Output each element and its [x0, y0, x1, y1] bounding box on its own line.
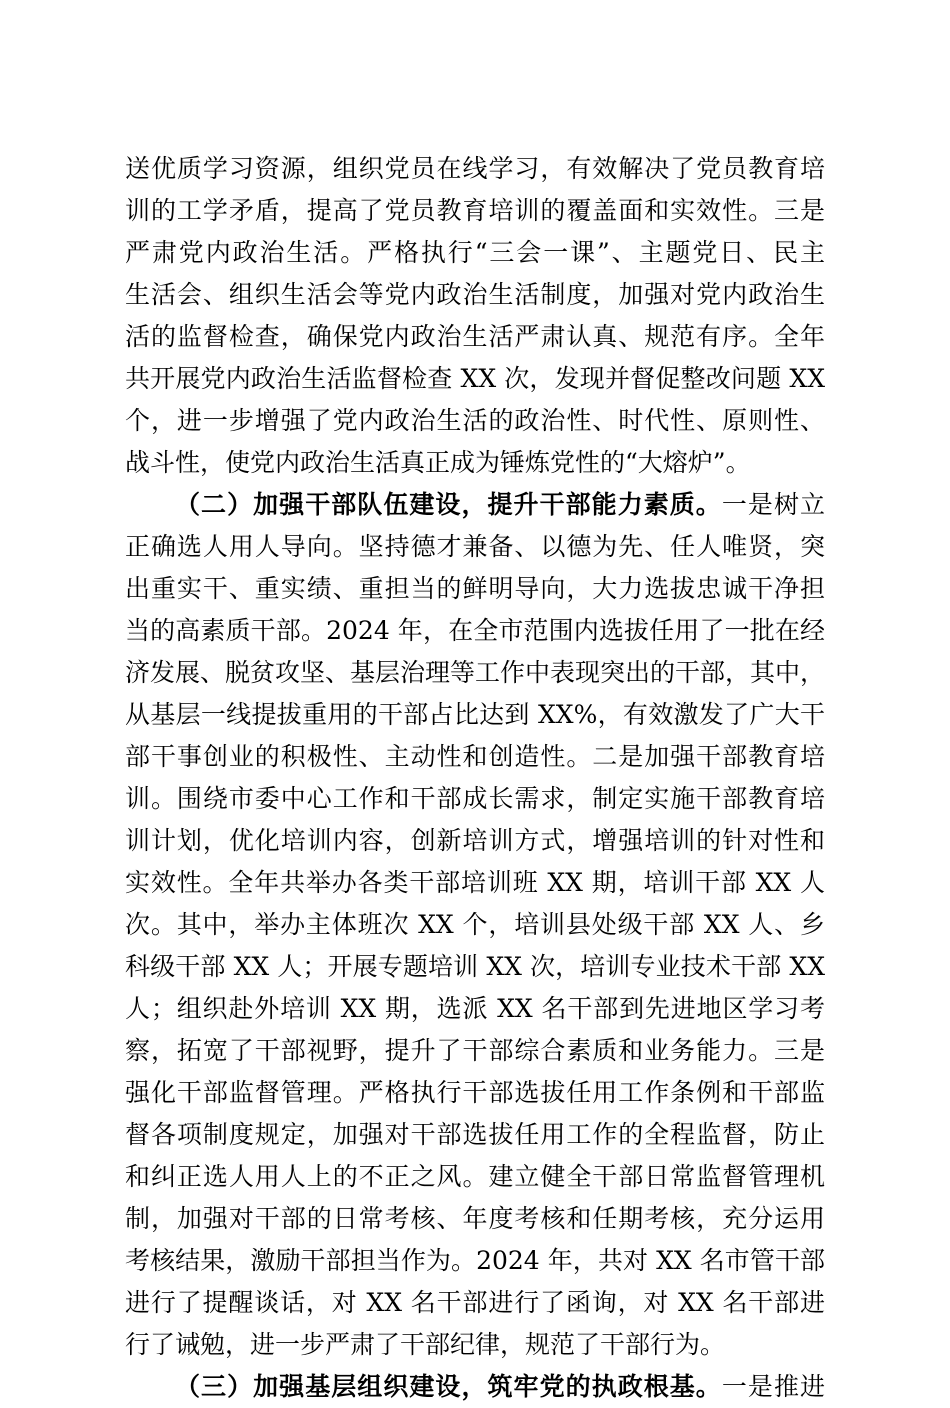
text-line: 次。其中，举办主体班次 XX 个，培训县处级干部 XX 人、乡 — [125, 910, 825, 939]
text-line: 行了诫勉，进一步严肃了干部纪律，规范了干部行为。 — [125, 1330, 726, 1359]
text-line: 进行了提醒谈话，对 XX 名干部进行了函询，对 XX 名干部进 — [125, 1288, 825, 1317]
text-line: 督各项制度规定，加强对干部选拔任用工作的全程监督，防止 — [125, 1120, 825, 1149]
text-line: 部干事创业的积极性、主动性和创造性。二是加强干部教育培 — [125, 742, 825, 771]
text-line: 送优质学习资源，组织党员在线学习，有效解决了党员教育培 — [125, 154, 825, 183]
text-line: 战斗性，使党内政治生活真正成为锤炼党性的“大熔炉”。 — [125, 448, 751, 477]
section-heading: （二）加强干部队伍建设，提升干部能力素质。 — [175, 490, 722, 519]
heading-continuation: 一是树立 — [721, 490, 825, 519]
text-line: 实效性。全年共举办各类干部培训班 XX 期，培训干部 XX 人 — [125, 868, 825, 897]
text-line: 人；组织赴外培训 XX 期，选派 XX 名干部到先进地区学习考 — [125, 994, 825, 1023]
text-line: 训计划，优化培训内容，创新培训方式，增强培训的针对性和 — [125, 826, 825, 855]
paragraph — [125, 1366, 825, 1408]
heading-continuation: 一是推进 — [721, 1372, 825, 1401]
text-line: 训的工学矛盾，提高了党员教育培训的覆盖面和实效性。三是 — [125, 196, 825, 225]
text-line — [125, 484, 825, 526]
text-line — [125, 1366, 825, 1408]
text-line: 和纠正选人用人上的不正之风。建立健全干部日常监督管理机 — [125, 1162, 825, 1191]
text-line: 活的监督检查，确保党内政治生活严肃认真、规范有序。全年 — [125, 322, 825, 351]
text-line: 当的高素质干部。2024 年，在全市范围内选拔任用了一批在经 — [125, 616, 825, 645]
text-line: 生活会、组织生活会等党内政治生活制度，加强对党内政治生 — [125, 280, 825, 309]
text-line: 出重实干、重实绩、重担当的鲜明导向，大力选拔忠诚干净担 — [125, 574, 825, 603]
text-line: 考核结果，激励干部担当作为。2024 年，共对 XX 名市管干部 — [125, 1246, 825, 1275]
text-line: 严肃党内政治生活。严格执行“三会一课”、主题党日、民主 — [125, 238, 825, 267]
text-line: 济发展、脱贫攻坚、基层治理等工作中表现突出的干部，其中， — [125, 658, 826, 687]
document-body — [125, 148, 825, 1408]
section-heading: （三）加强基层组织建设，筑牢党的执政根基。 — [175, 1372, 722, 1401]
text-line: 从基层一线提拔重用的干部占比达到 XX%，有效激发了广大干 — [125, 700, 825, 729]
text-line: 个，进一步增强了党内政治生活的政治性、时代性、原则性、 — [125, 406, 825, 435]
text-line: 制，加强对干部的日常考核、年度考核和任期考核，充分运用 — [125, 1204, 825, 1233]
text-line: 共开展党内政治生活监督检查 XX 次，发现并督促整改问题 XX — [125, 364, 825, 393]
paragraph — [125, 148, 825, 484]
text-line: 强化干部监督管理。严格执行干部选拔任用工作条例和干部监 — [125, 1078, 825, 1107]
text-line: 训。围绕市委中心工作和干部成长需求，制定实施干部教育培 — [125, 784, 825, 813]
text-line: 察，拓宽了干部视野，提升了干部综合素质和业务能力。三是 — [125, 1036, 825, 1065]
paragraph — [125, 484, 825, 1366]
text-line: 科级干部 XX 人；开展专题培训 XX 次，培训专业技术干部 XX — [125, 952, 825, 981]
text-line: 正确选人用人导向。坚持德才兼备、以德为先、任人唯贤，突 — [125, 532, 825, 561]
